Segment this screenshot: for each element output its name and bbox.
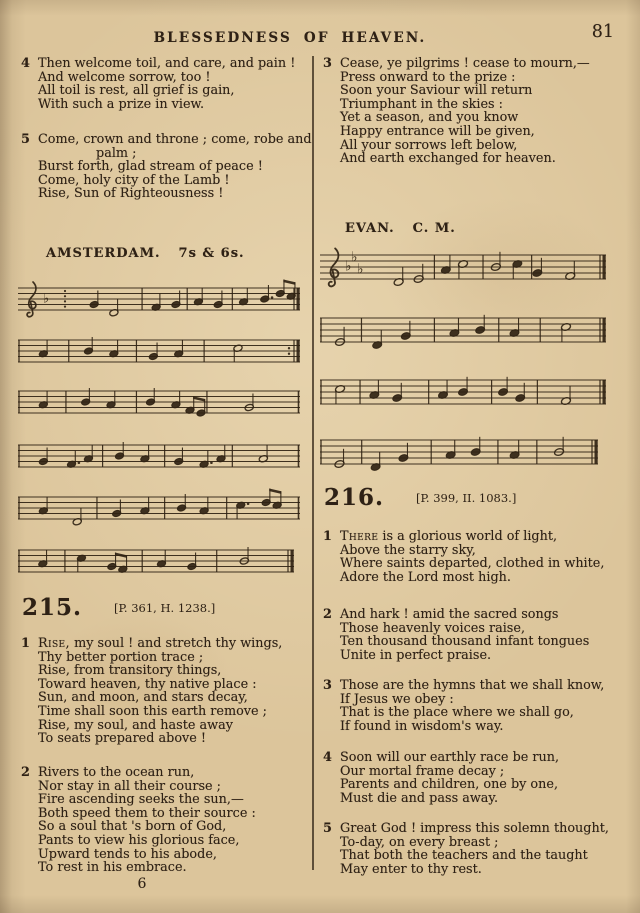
hymn-number: 215.: [22, 594, 83, 621]
verse-line: Where saints departed, clothed in white,: [340, 556, 605, 572]
repeat-dots-icon: [288, 353, 290, 355]
tune-title-amsterdam: [46, 246, 245, 261]
verse-line: Happy entrance will be given,: [340, 123, 535, 139]
tune-name: EVAN.: [345, 221, 395, 236]
verse-number: 4: [323, 750, 332, 765]
verse-line: Then welcome toil, and care, and pain !: [38, 56, 296, 71]
verse-line: And welcome sorrow, too !: [38, 69, 211, 85]
verse-line: Cease, ye pilgrims ! cease to mourn,—: [340, 56, 590, 71]
verse-block-216-1: [323, 529, 605, 585]
verse-line: Sun, and moon, and stars decay,: [38, 690, 248, 706]
verse-number: 5: [323, 821, 332, 836]
verse-block-216-2: [323, 607, 590, 663]
tune-title-evan: [345, 221, 456, 236]
verse-block-216-5: [323, 821, 609, 877]
verse-line: To-day, on every breast ;: [340, 834, 499, 850]
verse-lead-word: Rise,: [38, 636, 70, 651]
verse-block-right-3: [323, 56, 590, 167]
music-staff: [18, 375, 306, 431]
music-staff: [18, 429, 306, 485]
verse-line: Come, crown and throne ; come, robe and: [38, 132, 312, 147]
augmentation-dot: [247, 502, 250, 505]
hymn-number: 216.: [324, 484, 385, 511]
repeat-dots-icon: [288, 347, 290, 349]
tune-meter: C. M.: [412, 221, 456, 236]
column-divider-rule: [312, 56, 314, 870]
verse-line: That is the place where we shall go,: [340, 705, 574, 721]
verse-block-216-4: [323, 750, 560, 806]
verse-number: 2: [21, 765, 30, 780]
final-barline: [297, 340, 300, 362]
flat-sign-icon: ♭: [357, 261, 364, 278]
repeat-dots-icon: [64, 295, 66, 297]
verse-block-215-2: [21, 765, 256, 876]
verse-block-left-4: [21, 56, 296, 112]
verse-line: palm ;: [96, 145, 137, 161]
verse-line: Rise, my soul, and haste away: [38, 717, 233, 733]
verse-line: Upward tends to his abode,: [38, 846, 217, 862]
flat-sign-icon: ♭: [345, 258, 352, 275]
verse-line: Rise, from transitory things,: [38, 663, 222, 679]
music-staff: [18, 272, 306, 328]
verse-line: Great God ! impress this solemn thought,: [340, 821, 609, 836]
verse-block-left-5: [21, 132, 312, 202]
music-staff: [18, 481, 306, 537]
verse-block-215-1: [21, 636, 283, 747]
verse-line: Pants to view his glorious face,: [38, 832, 240, 848]
verse-line: Triumphant in the skies :: [340, 96, 503, 112]
verse-line: Parents and children, one by one,: [340, 777, 559, 793]
verse-number: 3: [323, 56, 332, 71]
verse-line: Ten thousand thousand infant tongues: [340, 634, 590, 650]
music-staff: [320, 302, 612, 358]
verse-line: With such a prize in view.: [38, 96, 205, 112]
verse-number: 1: [323, 529, 332, 544]
verse-line: To seats prepared above !: [38, 731, 207, 747]
final-barline: [297, 288, 300, 310]
hymn-heading-216: [324, 484, 516, 511]
page-number: 81: [591, 22, 614, 42]
verse-line: Burst forth, glad stream of peace !: [38, 159, 263, 175]
beam: [193, 396, 205, 401]
verse-line: So a soul that 's born of God,: [38, 819, 227, 835]
hymn-reference: [P. 399, II. 1083.]: [416, 491, 517, 505]
verse-line: Both speed them to their source :: [38, 805, 256, 821]
verse-line: Rise, Sun of Righteousness !: [38, 186, 224, 202]
running-header-title: BLESSEDNESS OF HEAVEN.: [153, 30, 427, 46]
verse-lead-word: There: [340, 529, 379, 544]
verse-line: All toil is rest, all grief is gain,: [38, 83, 235, 99]
augmentation-dot: [78, 461, 81, 464]
music-staff: [18, 534, 300, 590]
verse-block-216-3: [323, 678, 605, 734]
hymn-reference: [P. 361, H. 1238.]: [114, 601, 216, 615]
verse-line: Above the starry sky,: [340, 542, 476, 558]
repeat-dots-icon: [64, 300, 66, 302]
augmentation-dot: [210, 461, 213, 464]
verse-line: And hark ! amid the sacred songs: [340, 607, 559, 622]
tune-name: AMSTERDAM.: [46, 246, 161, 261]
verse-line: If Jesus we obey :: [340, 691, 454, 707]
verse-line: Toward heaven, thy native place :: [38, 676, 257, 692]
verse-line: All your sorrows left below,: [340, 137, 518, 153]
final-barline: [291, 550, 294, 572]
final-barline: [603, 255, 606, 279]
verse-number: 5: [21, 132, 30, 147]
augmentation-dot: [271, 296, 274, 299]
verse-line: Soon your Saviour will return: [340, 83, 533, 99]
verse-line: That both the teachers and the taught: [340, 848, 588, 864]
verse-line: Come, holy city of the Lamb !: [38, 172, 230, 188]
tune-meter: 7s & 6s.: [178, 246, 245, 261]
verse-line: Must die and pass away.: [340, 790, 499, 806]
verse-line: Adore the Lord most high.: [340, 569, 511, 585]
verse-number: 1: [21, 636, 30, 651]
verse-line: Those heavenly voices raise,: [340, 620, 526, 636]
verse-line: And earth exchanged for heaven.: [340, 151, 556, 167]
verse-line: Rivers to the ocean run,: [38, 765, 195, 780]
verse-line: May enter to thy rest.: [340, 861, 482, 877]
verse-line: Soon will our earthly race be run,: [340, 750, 560, 765]
verse-number: 4: [21, 56, 30, 71]
music-staff: [320, 424, 604, 480]
verse-line: Yet a season, and you know: [340, 110, 519, 126]
verse-line: There is a glorious world of light,: [340, 529, 558, 544]
music-staff: [320, 239, 612, 295]
verse-line: Those are the hymns that we shall know,: [340, 678, 605, 693]
final-barline: [603, 318, 606, 342]
verse-line: Rise, my soul ! and stretch thy wings,: [38, 636, 283, 651]
beam: [115, 553, 127, 558]
verse-line: To rest in his embrace.: [38, 860, 187, 876]
beam: [283, 280, 295, 285]
beam: [269, 489, 281, 494]
verse-line: Press onward to the prize :: [340, 69, 516, 85]
verse-line: Time shall soon this earth remove ;: [38, 703, 267, 719]
verse-line: Nor stay in all their course ;: [38, 778, 221, 794]
repeat-dots-icon: [64, 290, 66, 292]
hymn-heading-215: [22, 594, 215, 621]
music-staff: [18, 324, 306, 380]
repeat-dots-icon: [64, 306, 66, 308]
signature-mark: 6: [137, 876, 147, 892]
final-barline: [603, 380, 606, 404]
flat-sign-icon: ♭: [351, 249, 358, 266]
verse-number: 3: [323, 678, 332, 693]
verse-line: Fire ascending seeks the sun,—: [38, 792, 244, 808]
verse-line: Unite in perfect praise.: [340, 647, 492, 663]
final-barline: [595, 440, 598, 464]
flat-sign-icon: ♭: [43, 291, 50, 307]
music-staff: [320, 364, 612, 420]
verse-line: Thy better portion trace ;: [38, 649, 204, 665]
verse-line: If found in wisdom's way.: [340, 718, 504, 734]
verse-number: 2: [323, 607, 332, 622]
verse-line: Our mortal frame decay ;: [340, 763, 505, 779]
